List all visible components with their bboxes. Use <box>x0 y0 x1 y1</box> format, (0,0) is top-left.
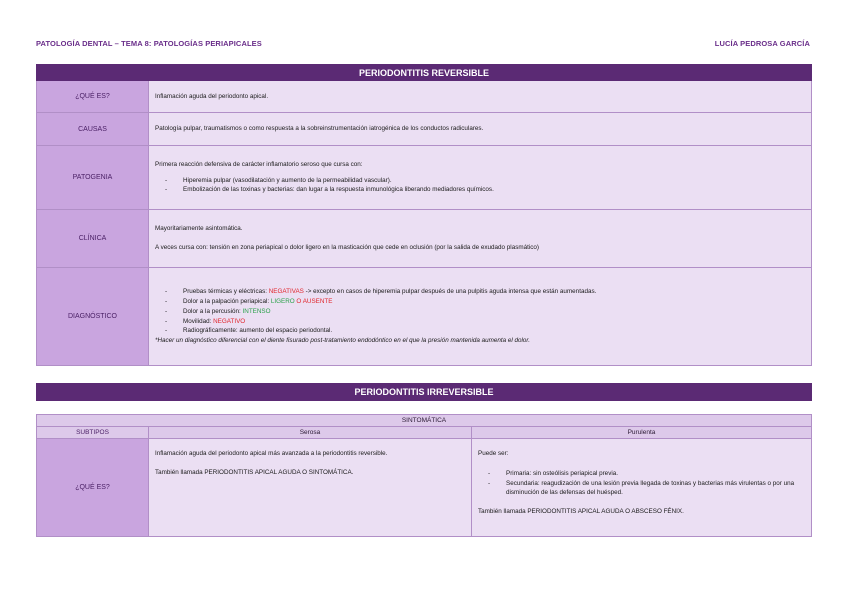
list-item: - Hiperemia pulpar (vasodilatación y aumento de la permeabilidad vascular). <box>183 176 805 186</box>
diag-item1-rest: -> excepto en casos de hiperemia pulpar después de una pulpitis aguda intensa que están aumentadas. <box>303 288 597 296</box>
list-item <box>183 317 805 327</box>
irreversible-title: PERIODONTITIS IRREVERSIBLE <box>37 384 812 401</box>
clinica-line1: Mayoritariamente asintomática. <box>155 225 243 233</box>
column-header-serosa: Serosa <box>149 427 472 439</box>
diag-item1-highlight: NEGATIVAS <box>268 288 304 296</box>
irreversible-title-table <box>36 383 812 401</box>
sintomatica-header: SINTOMÁTICA <box>37 415 812 427</box>
diag-item3-text: Dolor a la percusión: <box>183 307 243 315</box>
row-label-diagnostico: DIAGNÓSTICO <box>37 268 149 366</box>
diag-item4-text: Movilidad: <box>183 317 214 325</box>
diag-item4-highlight: NEGATIVO <box>213 317 246 325</box>
diagnostico-cell <box>149 268 812 366</box>
diag-item2-text: Dolor a la palpación periapical: <box>183 298 271 305</box>
purulenta-cell <box>472 439 812 537</box>
purulenta-text2: También llamada PERIODONTITIS APICAL AGUDA O ABSCESO FÉNIX. <box>478 508 684 515</box>
purulenta-list <box>478 469 805 498</box>
diagnostico-list <box>155 287 805 336</box>
list-item <box>183 287 805 297</box>
list-item: - Primaria: sin osteólisis periapical previa. <box>506 469 805 479</box>
list-item: - Secundaria: reagudización de una lesión previa llegada de toxinas y bacterias más virulentas o por una disminución de las defensas del huésped. <box>506 479 805 499</box>
diag-item3-highlight: INTENSO <box>242 307 271 315</box>
subtipos-label: SUBTIPOS <box>37 427 149 439</box>
row-label-que-es: ¿QUÉ ES? <box>37 81 149 113</box>
document-header-title: PATOLOGÍA DENTAL – TEMA 8: PATOLOGÍAS PERIAPICALES <box>36 39 262 48</box>
patogenia-list <box>155 176 805 196</box>
row-label-clinica: CLÍNICA <box>37 210 149 268</box>
serosa-text1: Inflamación aguda del periodonto apical más avanzada a la periodontitis reversible. <box>155 450 388 457</box>
que-es-text: Inflamación aguda del periodonto apical. <box>149 81 812 113</box>
diag-item2-connector: O <box>294 298 303 305</box>
column-header-purulenta: Purulenta <box>472 427 812 439</box>
purulenta-intro: Puede ser: <box>478 450 509 457</box>
causas-text: Patología pulpar, traumatismos o como respuesta a la sobreinstrumentación iatrogénica de los conductos radiculares. <box>149 113 812 146</box>
document-header-author: LUCÍA PEDROSA GARCÍA <box>714 39 810 48</box>
diagnostico-note: *Hacer un diagnóstico diferencial con el diente fisurado post-tratamiento endodóntico en el que la presión mantenida aumenta el dolor. <box>155 337 531 344</box>
row-label-patogenia: PATOGENIA <box>37 146 149 210</box>
patogenia-cell <box>149 146 812 210</box>
list-item <box>183 307 805 317</box>
reversible-table <box>36 64 812 366</box>
diag-item2-highlight-green: LIGERO <box>270 298 295 305</box>
patogenia-intro: Primera reacción defensiva de carácter inflamatorio seroso que cursa con: <box>155 160 363 168</box>
row-label-que-es-irreversible: ¿QUÉ ES? <box>37 439 149 537</box>
reversible-title: PERIODONTITIS REVERSIBLE <box>37 65 812 81</box>
clinica-cell <box>149 210 812 268</box>
list-item: - Radiográficamente: aumento del espacio periodontal. <box>183 326 805 336</box>
serosa-cell <box>149 439 472 537</box>
clinica-line2: A veces cursa con: tensión en zona periapical o dolor ligero en la masticación que cede en oclusión (por la salida de exudado plasmático) <box>155 244 539 251</box>
list-item <box>183 297 805 307</box>
diag-item1-text: Pruebas térmicas y eléctricas: <box>183 288 269 296</box>
row-label-causas: CAUSAS <box>37 113 149 146</box>
list-item: - Embolización de las toxinas y bacterias: dan lugar a la respuesta inmunológica liberando mediadores químicos. <box>183 185 805 195</box>
serosa-text2: También llamada PERIODONTITIS APICAL AGUDA O SINTOMÁTICA. <box>155 468 354 476</box>
diag-item2-highlight-red: AUSENTE <box>302 298 333 305</box>
irreversible-table <box>36 414 812 537</box>
